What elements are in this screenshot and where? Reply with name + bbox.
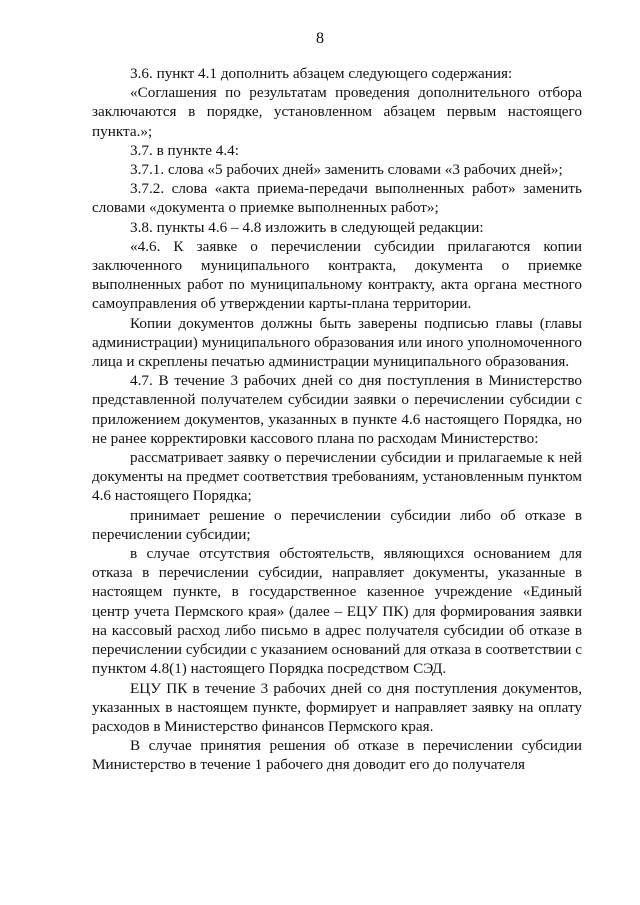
paragraph-3-7: 3.7. в пункте 4.4: — [130, 141, 239, 159]
paragraph-ecu-pk: ЕЦУ ПК в течение 3 рабочих дней со дня поступления документов, указанных в настоящем пункте, формирует и направляет заявку на оплату расходов в Министерство финансов Пермского края. — [92, 679, 582, 735]
paragraph-4-7: 4.7. В течение 3 рабочих дней со дня поступления в Министерство представленной получателем субсидии заявки о перечислении субсидии с приложением документов, указанных в пункте 4.6 настоящего Порядка, но не ранее корректировки кассового плана по расходам Министерство: — [92, 372, 582, 447]
paragraph-3-7-1: 3.7.1. слова «5 рабочих дней» заменить словами «3 рабочих дней»; — [130, 161, 563, 179]
paragraph-3-6: 3.6. пункт 4.1 дополнить абзацем следующего содержания: — [130, 65, 513, 82]
paragraph-refusal: В случае принятия решения об отказе в перечислении субсидии Министерство в течение 1 рабочего дня доводит его до получателя — [92, 737, 582, 774]
paragraph-4-7-review: рассматривает заявку о перечислении субсидии и прилагаемые к ней документы на предмет соответствия требованиям, установленным пунктом 4.6 настоящего Порядка; — [92, 449, 582, 505]
paragraph-4-6: «4.6. К заявке о перечислении субсидии прилагаются копии заключенного муниципального контракта, документа о приемке выполненных работ по муниципальному контракту, акта органа местного самоуправления об утверждении карты-плана территории. — [92, 237, 582, 313]
paragraph-3-8: 3.8. пункты 4.6 – 4.8 изложить в следующей редакции: — [130, 218, 484, 236]
page-number: 8 — [316, 30, 324, 47]
paragraph-3-7-2: 3.7.2. слова «акта приема-передачи выполненных работ» заменить словами «документа о приемке выполненных работ»; — [92, 180, 582, 217]
paragraph-4-7-decision: принимает решение о перечислении субсидии либо об отказе в перечислении субсидии; — [92, 506, 582, 543]
paragraph-4-6-copies: Копии документов должны быть заверены подписью главы (главы администрации) муниципального образования или иного уполномоченного лица и скреплены печатью администрации муниципального образования. — [92, 314, 582, 371]
document-body — [92, 64, 582, 775]
paragraph-3-6-quote: «Соглашения по результатам проведения дополнительного отбора заключаются в порядке, установленном абзацем первым настоящего пункта.»; — [92, 84, 582, 140]
paragraph-4-7-no-grounds: в случае отсутствия обстоятельств, являющихся основанием для отказа в перечислении субсидии, направляет документы, указанные в настоящем пункте, в государственное казенное учреждение «Единый центр учета Пермского края» (далее – ЕЦУ ПК) для формирования заявки на кассовый расход либо письмо в адрес получателя субсидии об отказе в перечислении субсидии с указанием оснований для отказа в соответствии с пунктом 4.8(1) настоящего Порядка посредством СЭД. — [92, 545, 582, 678]
